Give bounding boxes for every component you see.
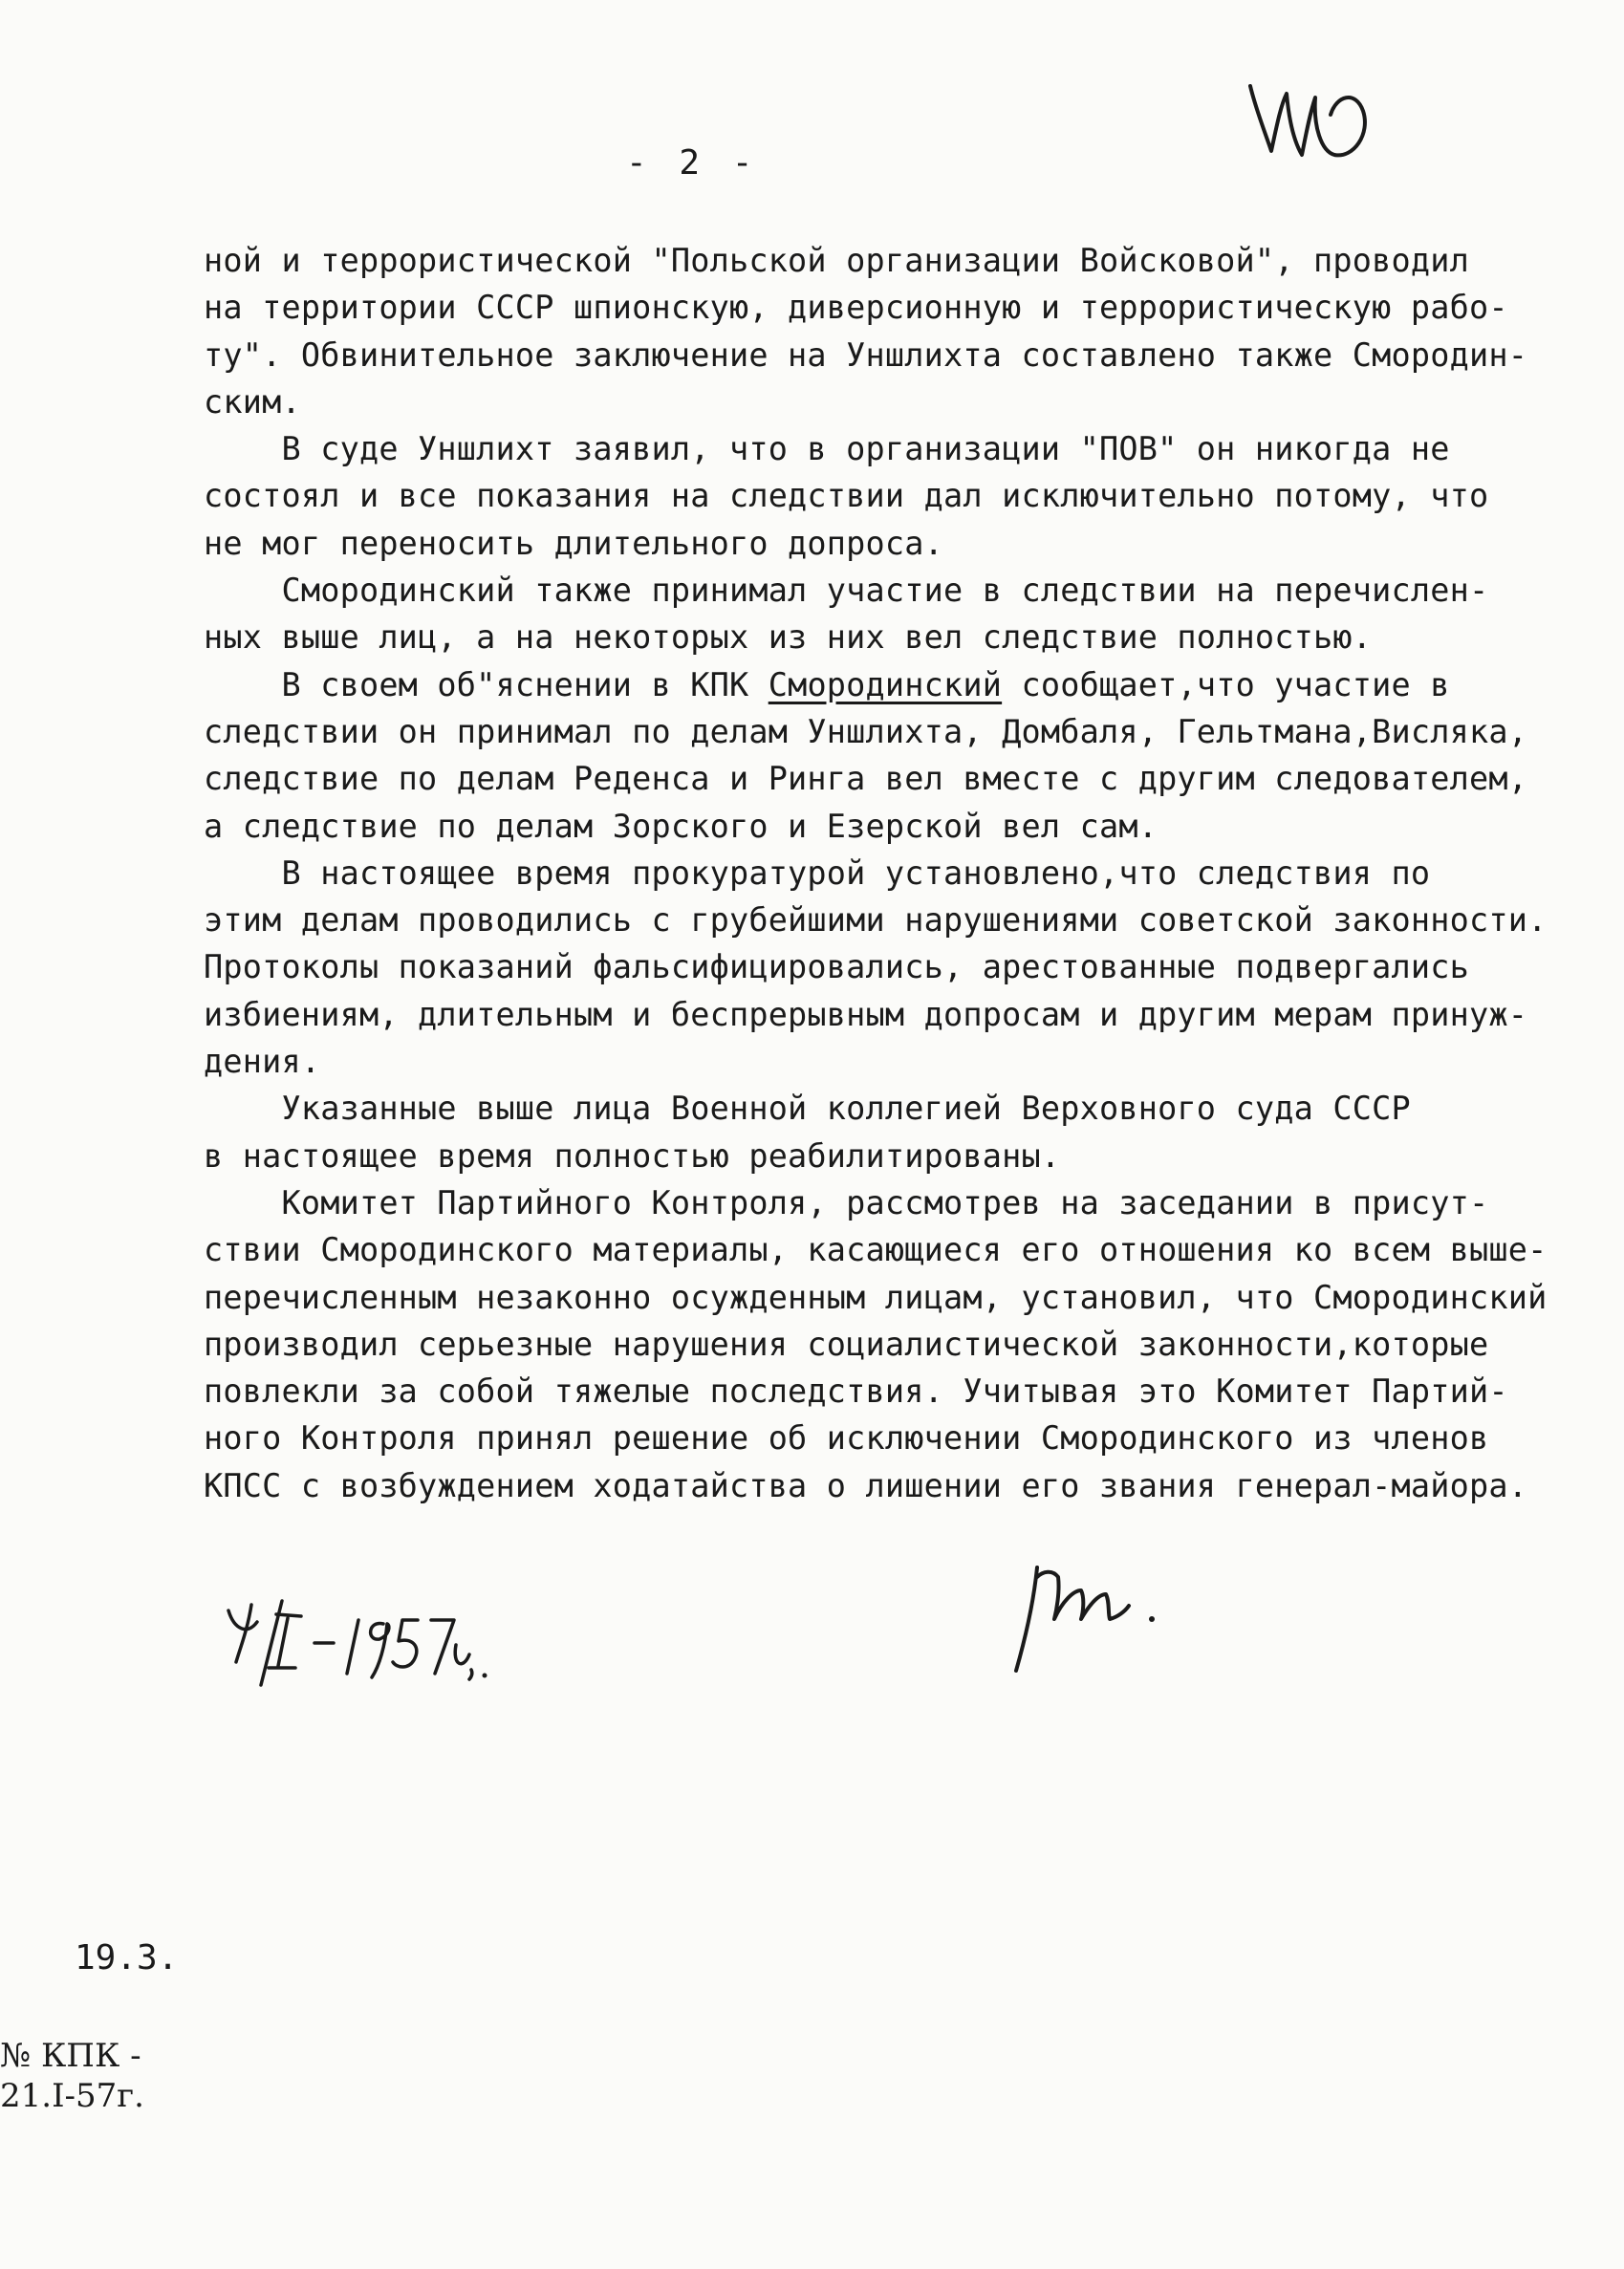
text-line — [204, 332, 1561, 378]
text-line-part: Указанные выше лица Военной коллегией Верховного суда СССР — [204, 1090, 1411, 1128]
text-line-part: ту". Обвинительное заключение на Уншлихта составлено также Смородин- — [204, 335, 1528, 374]
text-line-part: а следствие по делам Зорского и Езерской вел сам. — [204, 807, 1158, 845]
text-line-part: В суде Уншлихт заявил, что в организации "ПОВ" он никогда не — [204, 430, 1450, 468]
text-line-part: Протоколы показаний фальсифицировались, арестованные подвергались — [204, 948, 1469, 986]
handwritten-corner-mark — [1243, 67, 1386, 172]
text-line — [204, 1038, 1561, 1085]
text-line-part: Смородинский также принимал участие в следствии на перечислен- — [204, 572, 1489, 610]
registry-note — [0, 2036, 144, 2116]
page-number: - 2 - — [626, 143, 759, 183]
text-line — [204, 1133, 1561, 1179]
text-line — [204, 803, 1561, 850]
text-line — [204, 378, 1561, 425]
text-line — [204, 1179, 1561, 1226]
text-line — [204, 1462, 1561, 1509]
text-line — [204, 237, 1561, 284]
text-line — [204, 1085, 1561, 1132]
text-line-part: этим делам проводились с грубейшими нарушениями советской законности. — [204, 901, 1548, 940]
text-line-part: ским. — [204, 382, 301, 421]
text-line — [204, 661, 1561, 708]
text-line-part: на территории СССР шпионскую, диверсионную и террористическую рабо- — [204, 289, 1508, 327]
text-line-part: не мог переносить длительного допроса. — [204, 524, 944, 562]
text-line-part: КПСС с возбуждением ходатайства о лишении его звания генерал-майора. — [204, 1466, 1528, 1504]
body-text — [204, 237, 1561, 1509]
text-line — [204, 1321, 1561, 1368]
text-line-part: состоял и все показания на следствии дал исключительно потому, что — [204, 477, 1489, 515]
text-line-part: дения. — [204, 1043, 321, 1081]
text-line-part: В настоящее время прокуратурой установлено,что следствия по — [204, 854, 1431, 892]
text-line-part: следствие по делам Реденса и Ринга вел вместе с другим следователем, — [204, 760, 1528, 798]
registry-line-2: 21.I-57г. — [0, 2077, 144, 2115]
text-line — [204, 991, 1561, 1038]
text-line-part: избиениям, длительным и беспрерывным допросам и другим мерам принуж- — [204, 995, 1528, 1033]
text-line — [204, 850, 1561, 897]
text-line-part: повлекли за собой тяжелые последствия. Учитывая это Комитет Партий- — [204, 1372, 1508, 1411]
underlined-name: Смородинский — [768, 665, 1003, 703]
text-line-part: сообщает,что участие в — [1002, 665, 1450, 703]
text-line-part: производил серьезные нарушения социалистической законности,которые — [204, 1325, 1489, 1363]
file-code: 19.3. — [75, 1938, 179, 1977]
text-line-part: ного Контроля принял решение об исключении Смородинского из членов — [204, 1419, 1489, 1458]
text-line — [204, 708, 1561, 755]
text-line — [204, 1274, 1561, 1321]
text-line-part: ных выше лиц, а на некоторых из них вел следствие полностью. — [204, 618, 1373, 657]
text-line — [204, 425, 1561, 472]
text-line — [204, 567, 1561, 614]
text-line-part: перечисленным незаконно осужденным лицам, установил, что Смородинский — [204, 1278, 1548, 1316]
text-line — [204, 897, 1561, 943]
text-line-part: В своем об"яснении в КПК — [204, 665, 769, 703]
text-line — [204, 472, 1561, 519]
text-line — [204, 943, 1561, 990]
text-line-part: ной и террористической "Польской организации Войсковой", проводил — [204, 242, 1469, 279]
text-line — [204, 520, 1561, 567]
text-line — [204, 1226, 1561, 1273]
text-line-part: в настоящее время полностью реабилитированы. — [204, 1136, 1061, 1175]
text-line — [204, 614, 1561, 660]
text-line-part: Комитет Партийного Контроля, рассмотрев на заседании в присут- — [204, 1183, 1489, 1221]
registry-line-1: № КПК - — [0, 2037, 141, 2075]
text-line-part: следствии он принимал по делам Уншлихта, Домбаля, Гельтмана,Висляка, — [204, 712, 1528, 750]
text-line — [204, 1368, 1561, 1415]
handwritten-date — [215, 1591, 502, 1706]
text-line-part: ствии Смородинского материалы, касающиеся его отношения ко всем выше- — [204, 1231, 1548, 1269]
text-line — [204, 755, 1561, 802]
text-line — [204, 284, 1561, 331]
text-line — [204, 1415, 1561, 1461]
handwritten-signature — [999, 1539, 1190, 1682]
